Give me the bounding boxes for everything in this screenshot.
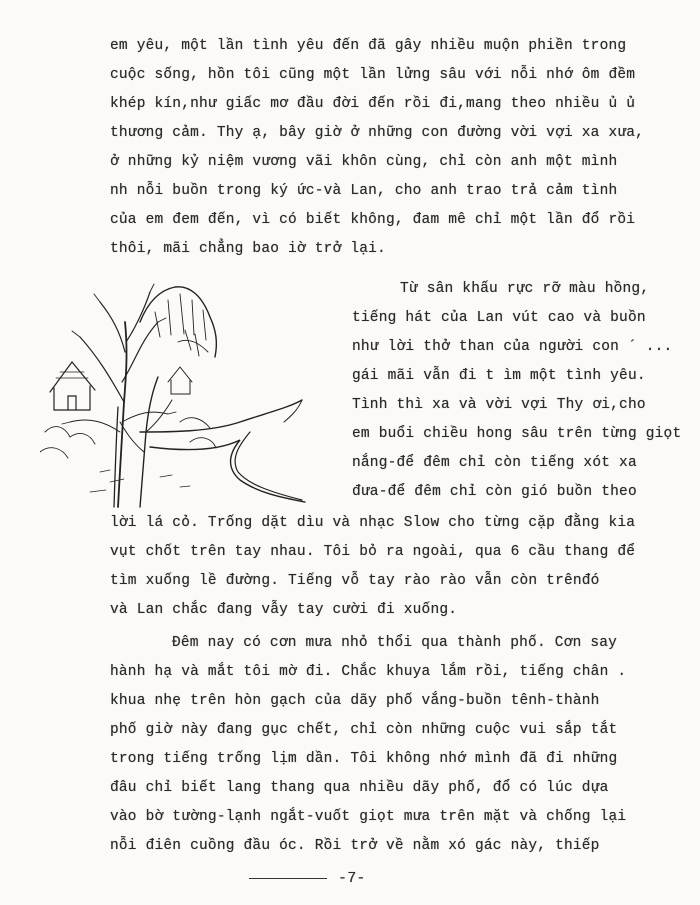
text-line: lời lá cỏ. Trống dặt dìu và nhạc Slow cho từng cặp đằng kia [110, 515, 636, 531]
sketch-illustration [40, 282, 340, 510]
text-line: ở những kỷ niệm vương vãi khôn cùng, chỉ còn anh một mình [110, 154, 618, 170]
text-line: nh nỗi buồn trong ký ức-và Lan, cho anh trao trả cảm tình [110, 183, 618, 199]
page-number: -7- [338, 870, 366, 887]
text-line: tiếng hát của Lan vút cao và buồn [352, 310, 646, 326]
text-line: cuộc sống, hồn tôi cũng một lần lửng sâu với nỗi nhớ ôm đềm [110, 67, 636, 83]
text-line: tìm xuống lề đường. Tiếng vỗ tay rào rào vẫn còn trênđó [110, 573, 600, 589]
text-line: đưa-để đêm chỉ còn gió buồn theo [352, 484, 637, 500]
page-number-rule [249, 878, 327, 879]
text-line: khua nhẹ trên hòn gạch của dãy phố vắng-buồn tênh-thành [110, 693, 600, 709]
text-line: nắng-để đêm chỉ còn tiếng xót xa [352, 455, 637, 471]
text-line: hành hạ và mắt tôi mờ đi. Chắc khuya lắm rồi, tiếng chân . [110, 664, 627, 680]
text-line: đâu chỉ biết lang thang qua nhiều dãy phố, đổ có lúc dựa [110, 780, 609, 796]
text-line: em yêu, một lần tình yêu đến đã gây nhiều muộn phiền trong [110, 38, 627, 54]
text-line: nỗi điên cuồng đầu óc. Rồi trở về nằm xó gác này, thiếp [110, 838, 600, 854]
text-line: vụt chốt trên tay nhau. Tôi bỏ ra ngoài, qua 6 cầu thang để [110, 544, 636, 560]
text-line: vào bờ tường-lạnh ngắt-vuốt giọt mưa trên mặt và chống lại [110, 809, 627, 825]
text-line: khép kín,như giấc mơ đầu đời đến rồi đi,mang theo nhiều ủ ủ [110, 96, 636, 112]
text-line: gái mãi vẫn đi t ìm một tình yêu. [352, 368, 646, 384]
sketch-hut [50, 362, 95, 410]
text-line: phố giờ này đang gục chết, chỉ còn những cuộc vui sắp tắt [110, 722, 618, 738]
text-line: của em đem đến, vì có biết không, đam mê chỉ một lần đổ rồi [110, 212, 636, 228]
text-line: trong tiếng trống lịm dần. Tôi không nhớ mình đã đi những [110, 751, 618, 767]
text-line: Từ sân khấu rực rỡ màu hồng, [400, 281, 650, 297]
text-line: và Lan chắc đang vẫy tay cười đi xuống. [110, 602, 458, 618]
sketch-mountain [140, 287, 216, 357]
text-line: thương cảm. Thy ạ, bây giờ ở những con đường vời vợi xa xưa, [110, 125, 645, 141]
text-line: Tình thì xa và vời vợi Thy ơi,cho [352, 397, 646, 413]
text-line: em buổi chiều hong sâu trên từng giọt [352, 426, 682, 442]
text-line: như lời thở than của người con ´ ... [352, 339, 673, 355]
text-line: Đêm nay có cơn mưa nhỏ thổi qua thành phố. Cơn say [172, 635, 618, 651]
sketch-road [140, 400, 302, 432]
text-line: thôi, mãi chẳng bao iờ trở lại. [110, 241, 386, 257]
